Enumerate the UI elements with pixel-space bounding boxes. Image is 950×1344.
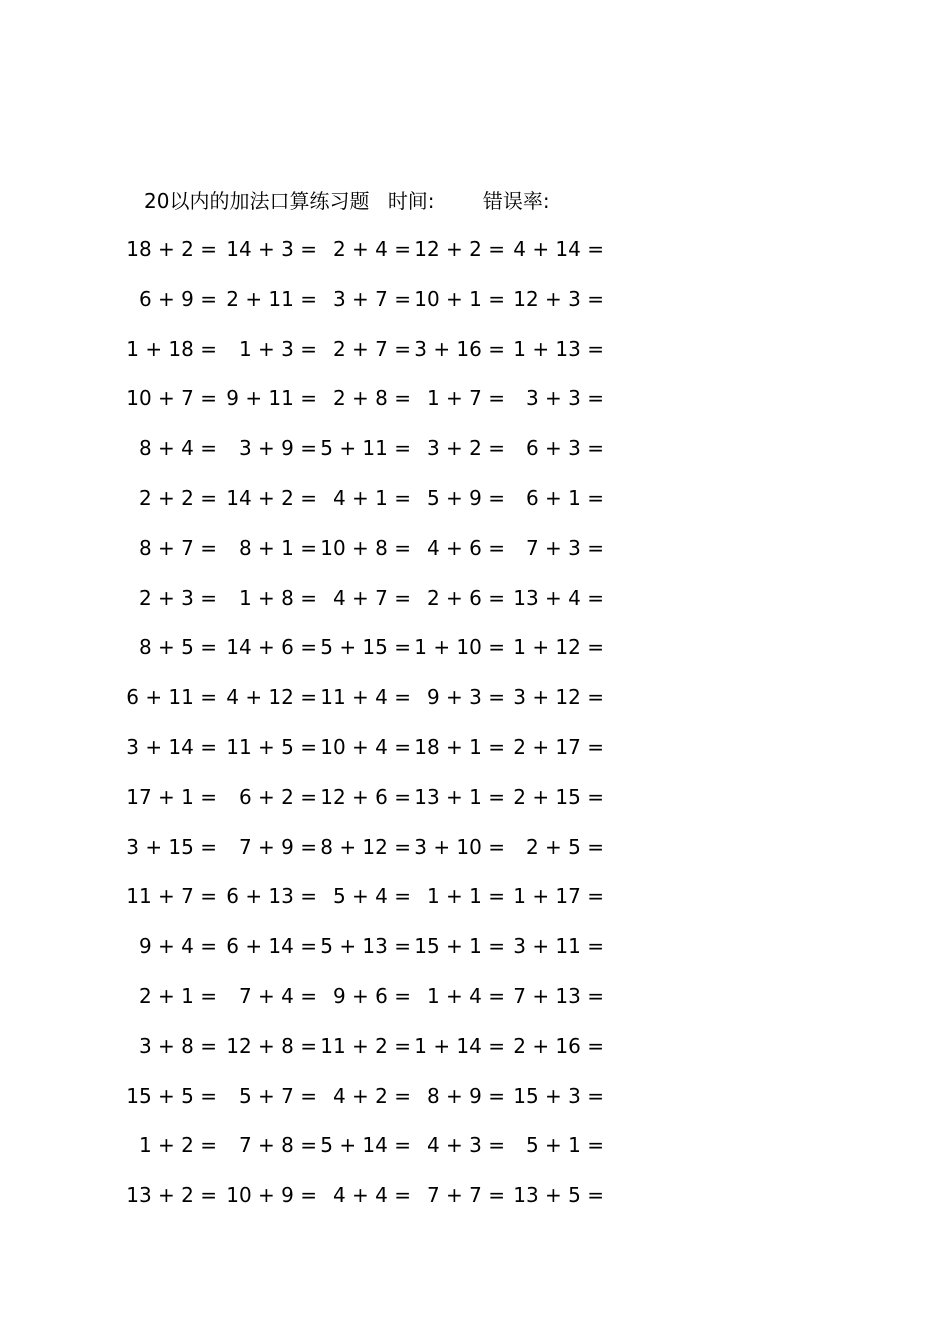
addition-problem: 6 + 11 = bbox=[126, 685, 217, 710]
addition-problem: 1 + 18 = bbox=[126, 336, 217, 361]
problem-row bbox=[138, 931, 650, 981]
addition-problem: 2 + 11 = bbox=[226, 286, 317, 311]
addition-problem: 6 + 9 = bbox=[138, 286, 217, 311]
addition-problem: 1 + 1 = bbox=[426, 884, 505, 909]
time-label: 时间: bbox=[387, 189, 435, 213]
addition-problem: 8 + 1 = bbox=[238, 535, 317, 560]
addition-problem: 10 + 1 = bbox=[414, 286, 505, 311]
problem-row bbox=[126, 383, 650, 433]
problem-grid bbox=[126, 234, 650, 1230]
problem-row bbox=[126, 881, 650, 931]
addition-problem: 9 + 11 = bbox=[226, 386, 317, 411]
addition-problem: 3 + 15 = bbox=[126, 834, 217, 859]
addition-problem: 18 + 2 = bbox=[126, 237, 217, 261]
addition-problem: 4 + 7 = bbox=[332, 585, 411, 610]
addition-problem: 3 + 10 = bbox=[414, 834, 505, 859]
addition-problem: 8 + 4 = bbox=[138, 436, 217, 461]
addition-problem: 3 + 7 = bbox=[332, 286, 411, 311]
addition-problem: 5 + 1 = bbox=[525, 1133, 604, 1158]
addition-problem: 5 + 4 = bbox=[332, 884, 411, 909]
addition-problem: 17 + 1 = bbox=[126, 784, 217, 809]
problem-row bbox=[126, 782, 650, 832]
problem-row bbox=[138, 632, 650, 682]
addition-problem: 3 + 12 = bbox=[513, 685, 604, 710]
addition-problem: 3 + 16 = bbox=[414, 336, 505, 361]
addition-problem: 1 + 8 = bbox=[238, 585, 317, 610]
addition-problem: 11 + 7 = bbox=[126, 884, 217, 909]
addition-problem: 7 + 3 = bbox=[525, 535, 604, 560]
addition-problem: 12 + 3 = bbox=[513, 286, 604, 311]
addition-problem: 12 + 8 = bbox=[226, 1033, 317, 1058]
addition-problem: 12 + 6 = bbox=[320, 784, 411, 809]
addition-problem: 14 + 6 = bbox=[226, 635, 317, 660]
addition-problem: 13 + 5 = bbox=[513, 1183, 604, 1208]
addition-problem: 2 + 4 = bbox=[332, 237, 411, 261]
addition-problem: 14 + 2 = bbox=[226, 485, 317, 510]
addition-problem: 4 + 14 = bbox=[513, 237, 604, 261]
addition-problem: 10 + 8 = bbox=[320, 535, 411, 560]
addition-problem: 13 + 1 = bbox=[414, 784, 505, 809]
addition-problem: 6 + 14 = bbox=[226, 934, 317, 959]
addition-problem: 1 + 17 = bbox=[513, 884, 604, 909]
addition-problem: 13 + 2 = bbox=[126, 1183, 217, 1208]
addition-problem: 4 + 2 = bbox=[332, 1083, 411, 1108]
addition-problem: 3 + 2 = bbox=[426, 436, 505, 461]
addition-problem: 7 + 4 = bbox=[238, 983, 317, 1008]
addition-problem: 7 + 13 = bbox=[513, 983, 604, 1008]
addition-problem: 11 + 2 = bbox=[320, 1033, 411, 1058]
addition-problem: 6 + 13 = bbox=[226, 884, 317, 909]
addition-problem: 13 + 4 = bbox=[513, 585, 604, 610]
addition-problem: 4 + 4 = bbox=[332, 1183, 411, 1208]
addition-problem: 9 + 4 = bbox=[138, 934, 217, 959]
addition-problem: 18 + 1 = bbox=[414, 734, 505, 759]
addition-problem: 1 + 3 = bbox=[238, 336, 317, 361]
addition-problem: 14 + 3 = bbox=[226, 237, 317, 261]
addition-problem: 7 + 8 = bbox=[238, 1133, 317, 1158]
addition-problem: 2 + 17 = bbox=[513, 734, 604, 759]
addition-problem: 3 + 14 = bbox=[126, 734, 217, 759]
problem-row bbox=[138, 483, 650, 533]
addition-problem: 1 + 12 = bbox=[513, 635, 604, 660]
addition-problem: 4 + 12 = bbox=[226, 685, 317, 710]
addition-problem: 6 + 1 = bbox=[525, 485, 604, 510]
addition-problem: 2 + 15 = bbox=[513, 784, 604, 809]
addition-problem: 5 + 15 = bbox=[320, 635, 411, 660]
addition-problem: 15 + 5 = bbox=[126, 1083, 217, 1108]
addition-problem: 11 + 4 = bbox=[320, 685, 411, 710]
problem-row bbox=[138, 1031, 650, 1081]
addition-problem: 2 + 8 = bbox=[332, 386, 411, 411]
addition-problem: 8 + 12 = bbox=[320, 834, 411, 859]
addition-problem: 2 + 2 = bbox=[138, 485, 217, 510]
addition-problem: 5 + 9 = bbox=[426, 485, 505, 510]
addition-problem: 8 + 5 = bbox=[138, 635, 217, 660]
problem-row bbox=[126, 1180, 650, 1230]
problem-row bbox=[138, 583, 650, 633]
addition-problem: 10 + 7 = bbox=[126, 386, 217, 411]
addition-problem: 6 + 2 = bbox=[238, 784, 317, 809]
addition-problem: 2 + 6 = bbox=[426, 585, 505, 610]
addition-problem: 3 + 11 = bbox=[513, 934, 604, 959]
addition-problem: 9 + 6 = bbox=[332, 983, 411, 1008]
addition-problem: 1 + 4 = bbox=[426, 983, 505, 1008]
addition-problem: 5 + 7 = bbox=[238, 1083, 317, 1108]
problem-row bbox=[126, 682, 650, 732]
problem-row bbox=[138, 1130, 650, 1180]
addition-problem: 10 + 4 = bbox=[320, 734, 411, 759]
addition-problem: 4 + 3 = bbox=[426, 1133, 505, 1158]
worksheet-title: 20以内的加法口算练习题 bbox=[144, 189, 370, 213]
addition-problem: 9 + 3 = bbox=[426, 685, 505, 710]
worksheet-header bbox=[144, 186, 550, 216]
addition-problem: 8 + 7 = bbox=[138, 535, 217, 560]
problem-row bbox=[138, 433, 650, 483]
addition-problem: 7 + 7 = bbox=[426, 1183, 505, 1208]
addition-problem: 1 + 14 = bbox=[414, 1033, 505, 1058]
addition-problem: 15 + 1 = bbox=[414, 934, 505, 959]
problem-row bbox=[138, 284, 650, 334]
problem-row bbox=[126, 1081, 650, 1131]
addition-problem: 11 + 5 = bbox=[226, 734, 317, 759]
addition-problem: 2 + 5 = bbox=[525, 834, 604, 859]
addition-problem: 2 + 16 = bbox=[513, 1033, 604, 1058]
error-rate-label: 错误率: bbox=[482, 189, 550, 213]
addition-problem: 3 + 9 = bbox=[238, 436, 317, 461]
addition-problem: 1 + 2 = bbox=[138, 1133, 217, 1158]
addition-problem: 3 + 3 = bbox=[525, 386, 604, 411]
addition-problem: 1 + 13 = bbox=[513, 336, 604, 361]
addition-problem: 1 + 10 = bbox=[414, 635, 505, 660]
problem-row bbox=[126, 832, 650, 882]
addition-problem: 5 + 11 = bbox=[320, 436, 411, 461]
problem-row bbox=[138, 533, 650, 583]
problem-row bbox=[138, 981, 650, 1031]
addition-problem: 1 + 7 = bbox=[426, 386, 505, 411]
addition-problem: 15 + 3 = bbox=[513, 1083, 604, 1108]
addition-problem: 8 + 9 = bbox=[426, 1083, 505, 1108]
addition-problem: 5 + 13 = bbox=[320, 934, 411, 959]
addition-problem: 12 + 2 = bbox=[414, 237, 505, 261]
problem-row bbox=[126, 732, 650, 782]
problem-row bbox=[126, 334, 650, 384]
addition-problem: 2 + 7 = bbox=[332, 336, 411, 361]
addition-problem: 5 + 14 = bbox=[320, 1133, 411, 1158]
problem-row bbox=[126, 234, 650, 284]
addition-problem: 7 + 9 = bbox=[238, 834, 317, 859]
addition-problem: 10 + 9 = bbox=[226, 1183, 317, 1208]
addition-problem: 2 + 1 = bbox=[138, 983, 217, 1008]
addition-problem: 3 + 8 = bbox=[138, 1033, 217, 1058]
addition-problem: 6 + 3 = bbox=[525, 436, 604, 461]
addition-problem: 4 + 1 = bbox=[332, 485, 411, 510]
addition-problem: 4 + 6 = bbox=[426, 535, 505, 560]
addition-problem: 2 + 3 = bbox=[138, 585, 217, 610]
